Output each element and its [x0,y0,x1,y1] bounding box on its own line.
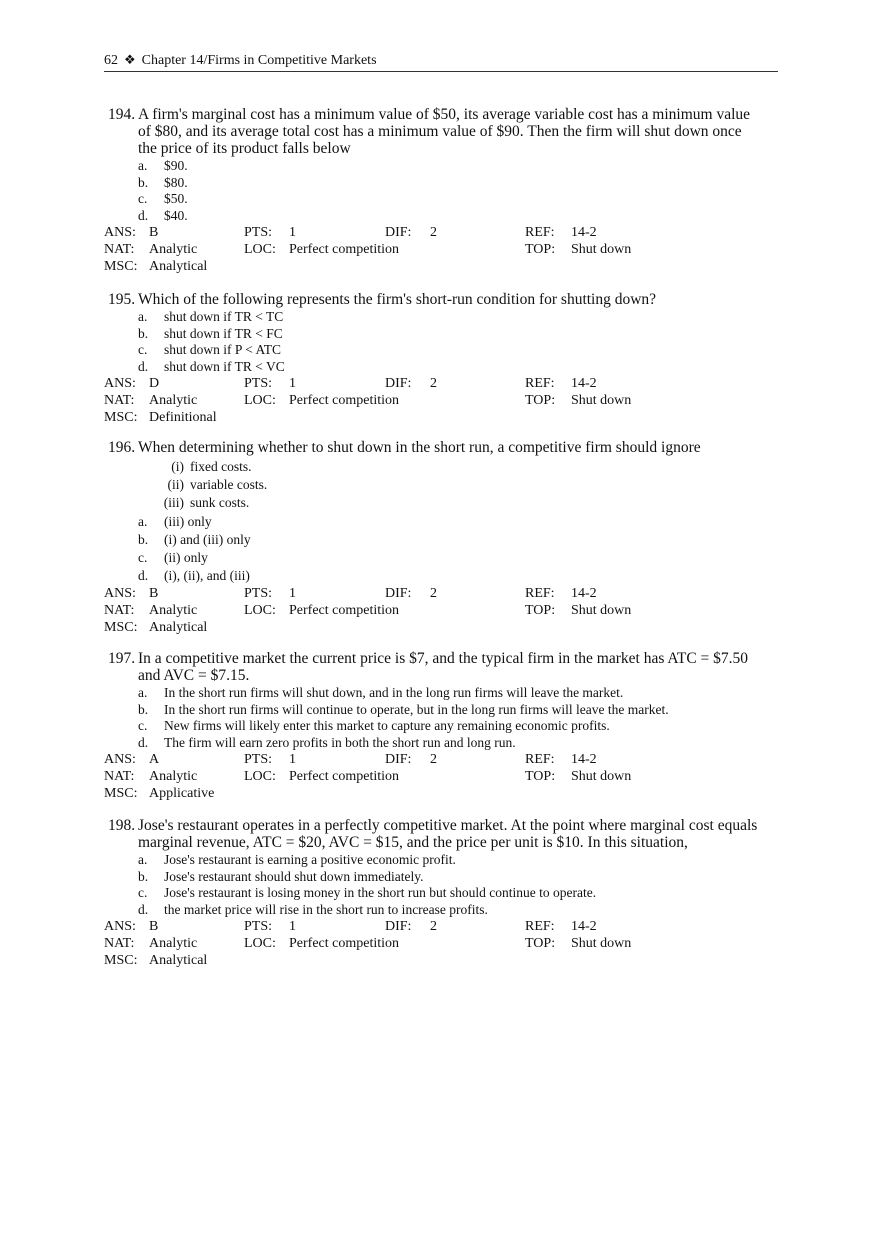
option-text: (iii) only [164,514,212,529]
option-d [138,735,784,752]
page-header [104,52,778,72]
dif-label: DIF: [385,225,412,240]
pts-label: PTS: [244,225,273,240]
top-value: Shut down [571,936,632,951]
loc-label: LOC: [244,769,276,784]
question-stem [104,817,784,851]
top-value: Shut down [571,769,632,784]
loc-value: Perfect competition [289,769,400,784]
msc-label: MSC: [104,786,138,801]
option-b [138,702,784,719]
ref-label: REF: [525,752,555,767]
pts-label: PTS: [244,376,273,391]
option-letter: b. [138,532,149,547]
top-value: Shut down [571,242,632,257]
option-text: shut down if TR < FC [164,325,283,341]
question-194 [104,106,784,275]
top-value: Shut down [571,393,632,408]
option-letter: d. [138,207,149,223]
answer-metadata [104,751,784,802]
subitem-iii [154,494,784,512]
answer-options [138,685,784,751]
option-letter: b. [138,701,149,717]
option-a [138,158,784,175]
option-b [138,531,784,549]
option-text: Jose's restaurant is earning a positive economic profit. [164,852,456,867]
loc-value: Perfect competition [289,936,400,951]
ans-value: B [149,225,159,240]
ans-label: ANS: [104,919,136,934]
msc-value: Definitional [149,410,217,425]
ans-value: B [149,586,159,601]
nat-value: Analytic [149,242,198,257]
subitem-i [154,458,784,476]
stem-line: and AVC = $7.15. [138,667,250,684]
pts-label: PTS: [244,919,273,934]
option-d [138,359,784,376]
msc-value: Analytical [149,953,208,968]
option-letter: c. [138,550,148,565]
stem-line: the price of its product falls below [138,140,351,157]
dif-value: 2 [430,586,437,601]
option-text: New firms will likely enter this market to capture any remaining economic profits. [164,718,610,733]
stem-line: of $80, and its average total cost has a minimum value of $90. Then the firm will shut down once [138,123,742,140]
dif-label: DIF: [385,586,412,601]
option-text: $90. [164,158,188,173]
question-197 [104,650,784,802]
ans-value: A [149,752,160,767]
question-195 [104,291,784,426]
option-text: shut down if P < ATC [164,342,282,357]
question-number: 196. [108,439,136,456]
top-label: TOP: [525,393,556,408]
loc-value: Perfect competition [289,393,400,408]
option-letter: d. [138,901,149,917]
option-text: In the short run firms will shut down, and in the long run firms will leave the market. [164,685,624,700]
option-letter: b. [138,174,149,190]
ref-value: 14-2 [571,225,597,240]
answer-metadata [104,375,784,426]
msc-label: MSC: [104,259,138,274]
option-text: (i) and (iii) only [164,532,251,547]
top-label: TOP: [525,603,556,618]
subitem-text: fixed costs. [190,459,252,474]
ans-label: ANS: [104,225,136,240]
question-number: 195. [108,291,136,308]
ans-label: ANS: [104,752,136,767]
msc-label: MSC: [104,953,138,968]
option-text: Jose's restaurant is losing money in the short run but should continue to operate. [164,885,597,900]
pts-label: PTS: [244,586,273,601]
option-letter: b. [138,868,149,884]
pts-label: PTS: [244,752,273,767]
option-letter: d. [138,568,149,583]
question-number: 198. [108,817,136,834]
stem-line: In a competitive market the current price is $7, and the typical firm in the market has ATC = $7.50 [138,650,749,667]
pts-value: 1 [289,919,296,934]
msc-label: MSC: [104,410,138,425]
option-text: shut down if TR < VC [164,358,285,374]
ref-value: 14-2 [571,376,597,391]
ref-label: REF: [525,376,555,391]
msc-value: Applicative [149,786,215,801]
loc-label: LOC: [244,603,276,618]
question-stem [104,650,784,684]
answer-options [138,513,784,585]
roman-numeral: (i) [171,459,184,474]
option-a [138,852,784,869]
option-c [138,549,784,567]
ans-label: ANS: [104,376,136,391]
option-letter: d. [138,734,149,750]
option-text: In the short run firms will continue to operate, but in the long run firms will leave the market. [164,701,669,717]
answer-metadata [104,585,784,636]
ref-value: 14-2 [571,586,597,601]
dif-label: DIF: [385,752,412,767]
question-stem [104,106,784,157]
option-text: $50. [164,191,188,206]
page-number: 62 [104,53,118,68]
ref-label: REF: [525,919,555,934]
nat-label: NAT: [104,769,135,784]
option-d [138,902,784,919]
dif-value: 2 [430,376,437,391]
option-text: $80. [164,174,188,190]
loc-label: LOC: [244,242,276,257]
question-number: 194. [108,106,136,123]
ref-value: 14-2 [571,919,597,934]
dif-value: 2 [430,752,437,767]
option-c [138,342,784,359]
stem-line: Jose's restaurant operates in a perfectly competitive market. At the point where marginal cost equals [138,817,758,834]
option-c [138,885,784,902]
stem-line: marginal revenue, ATC = $20, AVC = $15, and the price per unit is $10. In this situation, [138,834,688,851]
roman-numeral: (iii) [163,495,184,510]
stem-line: Which of the following represents the firm's short-run condition for shutting down? [138,291,657,308]
stem-line: A firm's marginal cost has a minimum value of $50, its average variable cost has a minimum value [138,106,751,123]
option-d [138,567,784,585]
option-letter: a. [138,309,148,324]
answer-metadata [104,918,784,969]
option-b [138,869,784,886]
ans-value: D [149,376,160,391]
pts-value: 1 [289,376,296,391]
pts-value: 1 [289,752,296,767]
option-text: (i), (ii), and (iii) [164,568,250,583]
option-letter: c. [138,718,148,733]
answer-metadata [104,224,784,275]
dif-value: 2 [430,225,437,240]
option-d [138,208,784,225]
option-letter: c. [138,191,148,206]
option-text: (ii) only [164,550,208,565]
loc-label: LOC: [244,936,276,951]
nat-label: NAT: [104,603,135,618]
option-c [138,191,784,208]
nat-value: Analytic [149,393,198,408]
top-label: TOP: [525,936,556,951]
pts-value: 1 [289,225,296,240]
pts-value: 1 [289,586,296,601]
nat-label: NAT: [104,936,135,951]
ref-label: REF: [525,225,555,240]
question-stem [104,439,784,456]
chapter-title: Chapter 14/Firms in Competitive Markets [141,53,377,68]
option-letter: b. [138,325,149,341]
option-text: the market price will rise in the short run to increase profits. [164,901,488,917]
dif-label: DIF: [385,376,412,391]
diamond-separator-icon: ❖ [124,52,136,67]
nat-label: NAT: [104,242,135,257]
dif-value: 2 [430,919,437,934]
top-label: TOP: [525,769,556,784]
answer-options [138,158,784,224]
question-198 [104,817,784,969]
option-b [138,175,784,192]
subitem-text: sunk costs. [190,495,250,510]
option-letter: c. [138,342,148,357]
loc-label: LOC: [244,393,276,408]
question-196 [104,439,784,636]
subitem-ii [154,476,784,494]
option-letter: a. [138,514,148,529]
nat-value: Analytic [149,936,198,951]
msc-label: MSC: [104,620,138,635]
option-a [138,513,784,531]
option-b [138,326,784,343]
roman-numeral: (ii) [167,477,184,492]
loc-value: Perfect competition [289,603,400,618]
roman-subitems [154,458,784,512]
option-letter: a. [138,158,148,173]
option-a [138,685,784,702]
nat-value: Analytic [149,603,198,618]
subitem-text: variable costs. [190,477,268,492]
question-stem [104,291,784,308]
option-a [138,309,784,326]
top-label: TOP: [525,242,556,257]
option-text: shut down if TR < TC [164,309,284,324]
ans-value: B [149,919,159,934]
nat-label: NAT: [104,393,135,408]
option-letter: a. [138,852,148,867]
stem-line: When determining whether to shut down in the short run, a competitive firm should ignore [138,439,701,456]
ref-label: REF: [525,586,555,601]
msc-value: Analytical [149,620,208,635]
option-letter: d. [138,358,149,374]
option-text: Jose's restaurant should shut down immediately. [164,868,424,884]
ans-label: ANS: [104,586,136,601]
answer-options [138,852,784,918]
option-letter: a. [138,685,148,700]
question-number: 197. [108,650,136,667]
top-value: Shut down [571,603,632,618]
option-text: $40. [164,207,188,223]
dif-label: DIF: [385,919,412,934]
nat-value: Analytic [149,769,198,784]
option-text: The firm will earn zero profits in both the short run and long run. [164,734,516,750]
option-letter: c. [138,885,148,900]
msc-value: Analytical [149,259,208,274]
loc-value: Perfect competition [289,242,400,257]
answer-options [138,309,784,375]
option-c [138,718,784,735]
ref-value: 14-2 [571,752,597,767]
